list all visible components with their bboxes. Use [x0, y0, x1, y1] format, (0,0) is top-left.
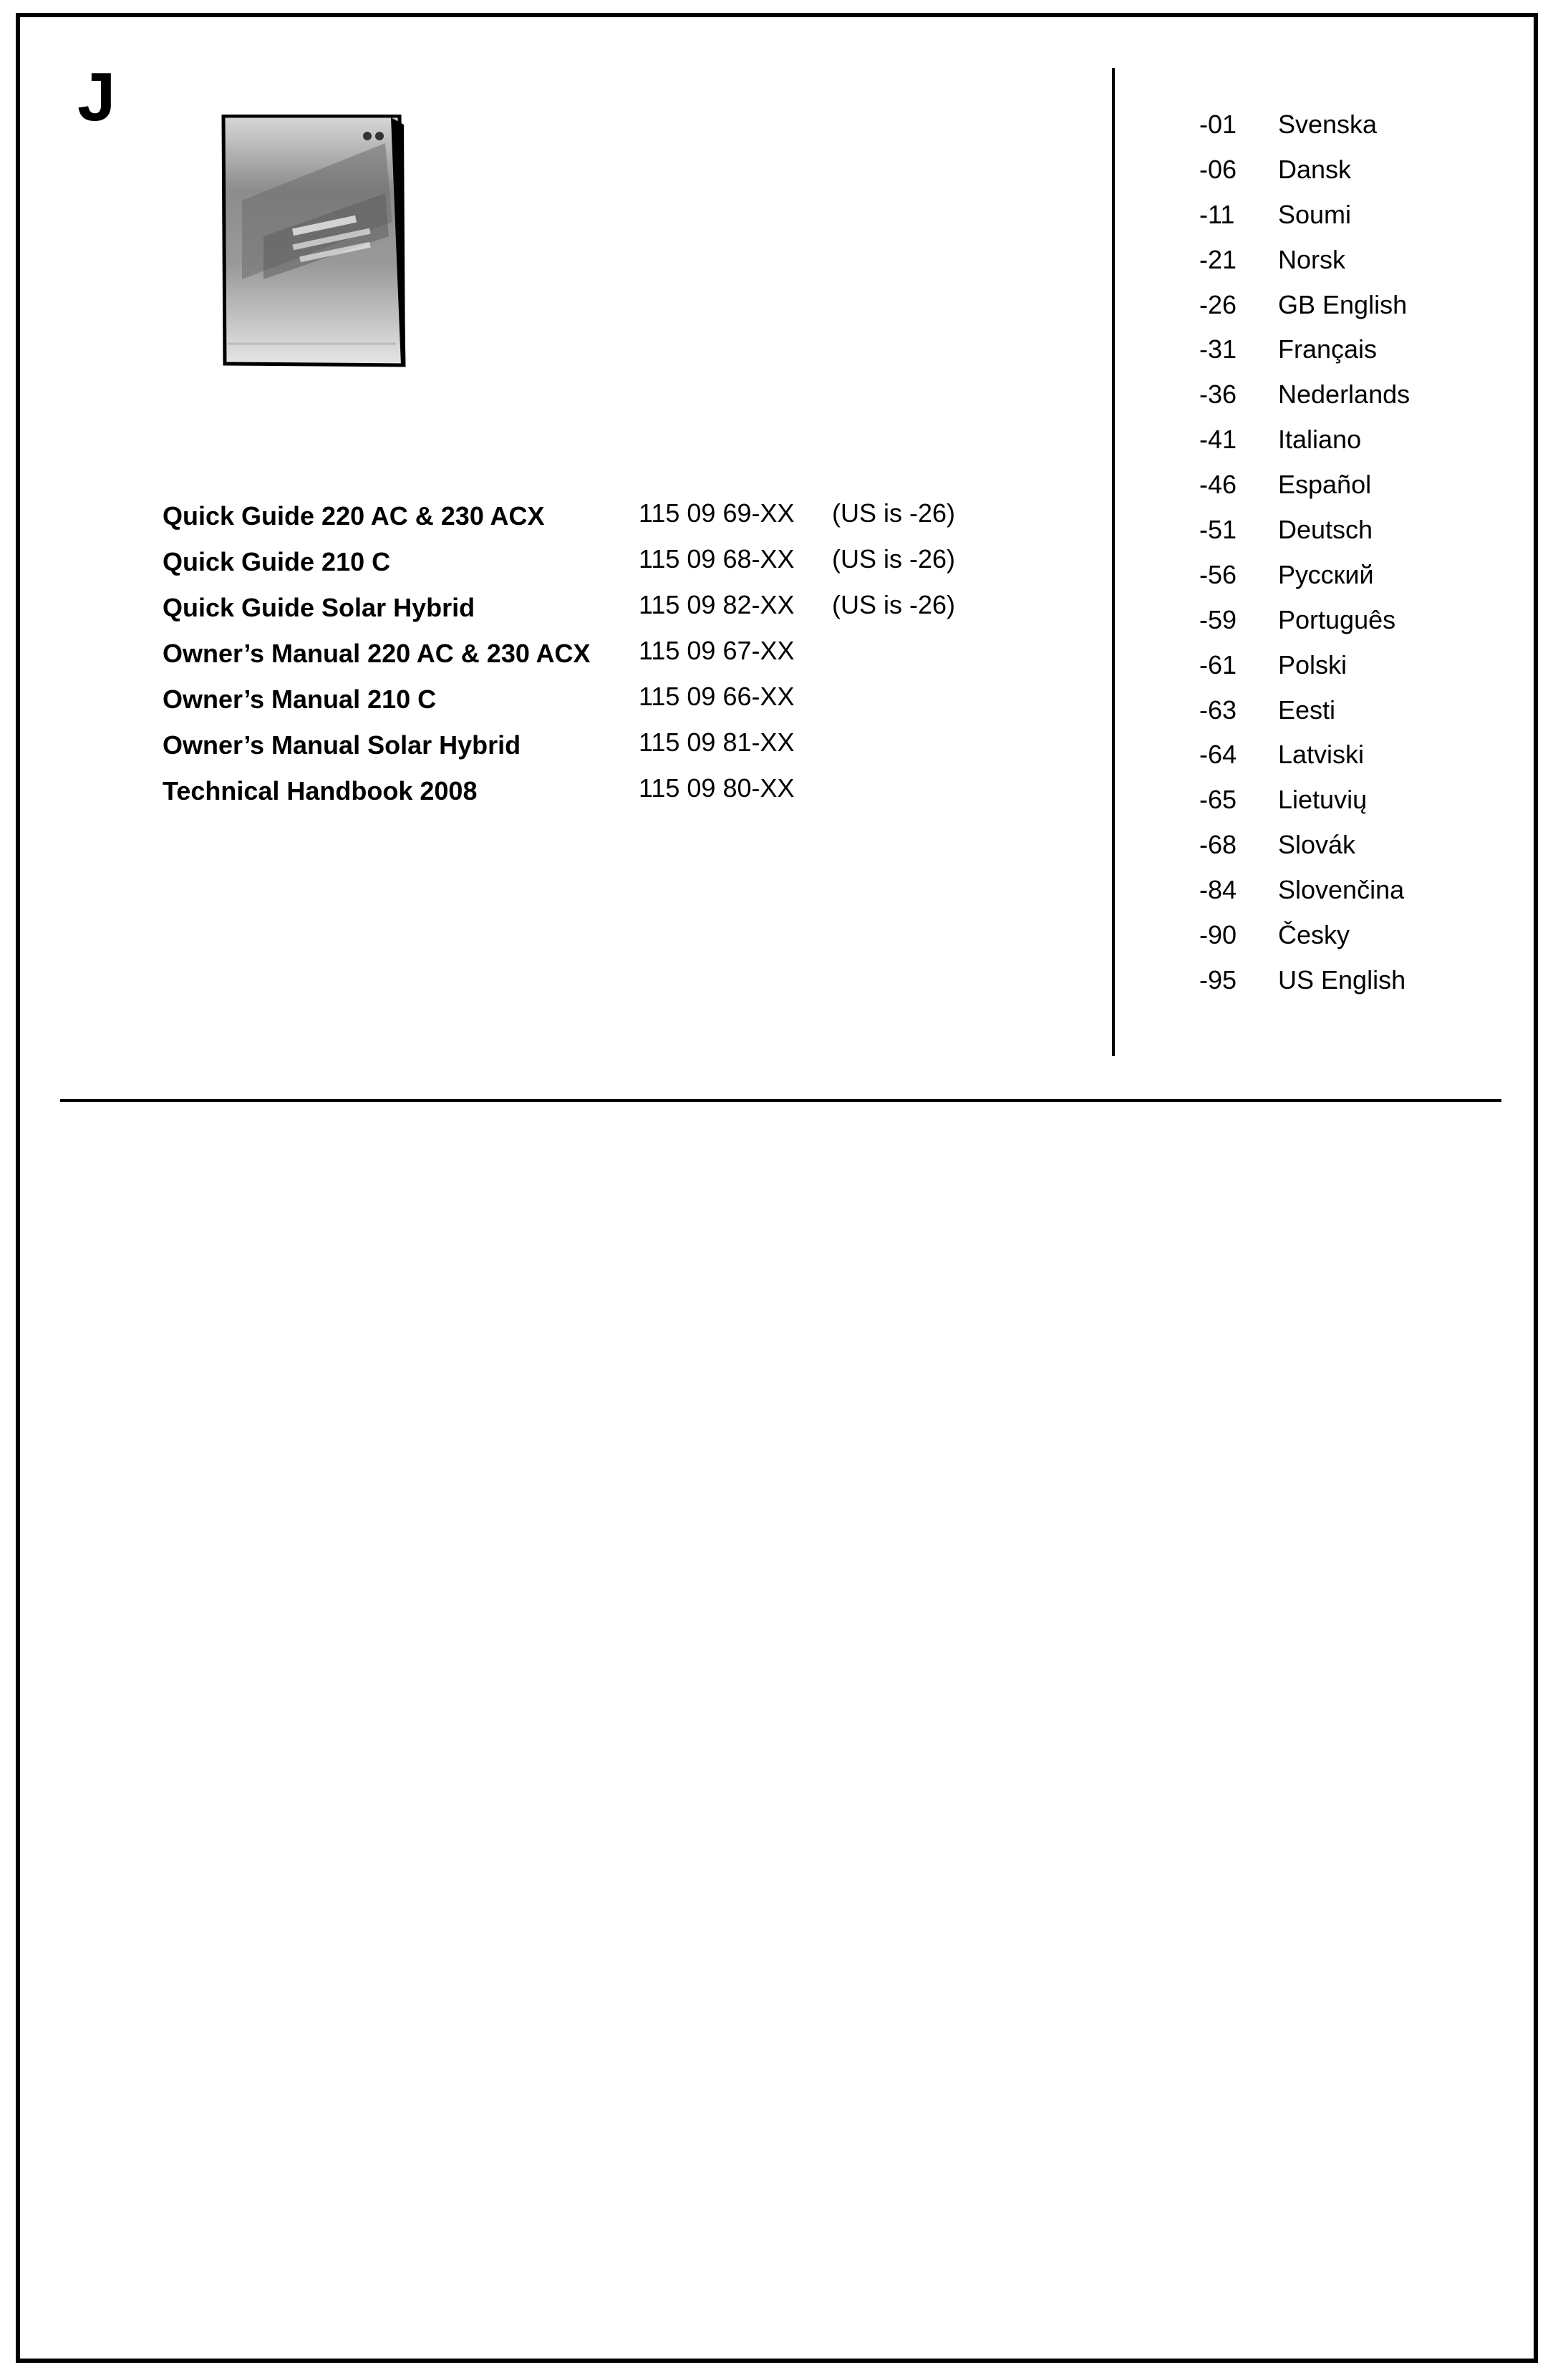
language-name: Latviski [1278, 740, 1365, 770]
language-code: -51 [1199, 515, 1237, 545]
language-code: -41 [1199, 425, 1237, 455]
document-number: 115 09 80-XX [639, 773, 795, 803]
language-name: Norsk [1278, 244, 1346, 274]
language-code: -68 [1199, 830, 1237, 860]
document-title: Owner’s Manual 220 AC & 230 ACX [163, 639, 591, 668]
language-name: Polski [1278, 649, 1347, 679]
language-code: -36 [1199, 379, 1237, 410]
language-name: GB English [1278, 289, 1408, 319]
manual-booklet-image [221, 115, 408, 372]
document-title: Quick Guide Solar Hybrid [163, 593, 475, 622]
language-name: Slovák [1278, 830, 1356, 860]
document-number: 115 09 66-XX [639, 682, 795, 711]
document-number: 115 09 82-XX [639, 590, 795, 619]
language-name: Русский [1278, 559, 1374, 589]
language-code: -64 [1199, 740, 1237, 770]
language-code: -84 [1199, 875, 1237, 905]
language-name: US English [1278, 964, 1406, 995]
language-code: -63 [1199, 695, 1237, 725]
document-note: (US is -26) [832, 590, 956, 619]
language-code: -90 [1199, 920, 1237, 950]
language-name: Eesti [1278, 695, 1336, 725]
language-name: Español [1278, 470, 1372, 500]
document-title: Quick Guide 220 AC & 230 ACX [163, 501, 545, 531]
language-name: Lietuvių [1278, 785, 1368, 815]
language-code: -21 [1199, 244, 1237, 274]
language-name: Deutsch [1278, 515, 1373, 545]
section-divider [60, 1099, 1501, 1102]
language-name: Slovenčina [1278, 875, 1405, 905]
document-number: 115 09 81-XX [639, 727, 795, 757]
document-number: 115 09 67-XX [639, 636, 795, 665]
language-code: -95 [1199, 964, 1237, 995]
language-name: Nederlands [1278, 379, 1411, 410]
column-divider [1112, 68, 1115, 1056]
document-title: Quick Guide 210 C [163, 547, 391, 576]
language-code: -26 [1199, 289, 1237, 319]
document-number: 115 09 68-XX [639, 544, 795, 574]
document-title: Technical Handbook 2008 [163, 776, 478, 806]
language-name: Português [1278, 604, 1396, 634]
document-title: Owner’s Manual Solar Hybrid [163, 730, 521, 760]
language-name: Italiano [1278, 425, 1362, 455]
language-code: -06 [1199, 154, 1237, 184]
document-note: (US is -26) [832, 498, 956, 528]
language-name: Soumi [1278, 199, 1352, 229]
document-title: Owner’s Manual 210 C [163, 685, 437, 714]
language-code: -46 [1199, 470, 1237, 500]
language-code: -61 [1199, 649, 1237, 679]
section-letter: J [77, 59, 116, 135]
language-code: -56 [1199, 559, 1237, 589]
language-code: -11 [1199, 199, 1235, 229]
language-code: -59 [1199, 604, 1237, 634]
document-note: (US is -26) [832, 544, 956, 574]
document-number: 115 09 69-XX [639, 498, 795, 528]
language-code: -65 [1199, 785, 1237, 815]
language-name: Česky [1278, 920, 1350, 950]
language-name: Dansk [1278, 154, 1352, 184]
language-name: Svenska [1278, 110, 1378, 139]
language-code: -01 [1199, 110, 1237, 139]
language-name: Français [1278, 334, 1378, 364]
language-code: -31 [1199, 334, 1237, 364]
